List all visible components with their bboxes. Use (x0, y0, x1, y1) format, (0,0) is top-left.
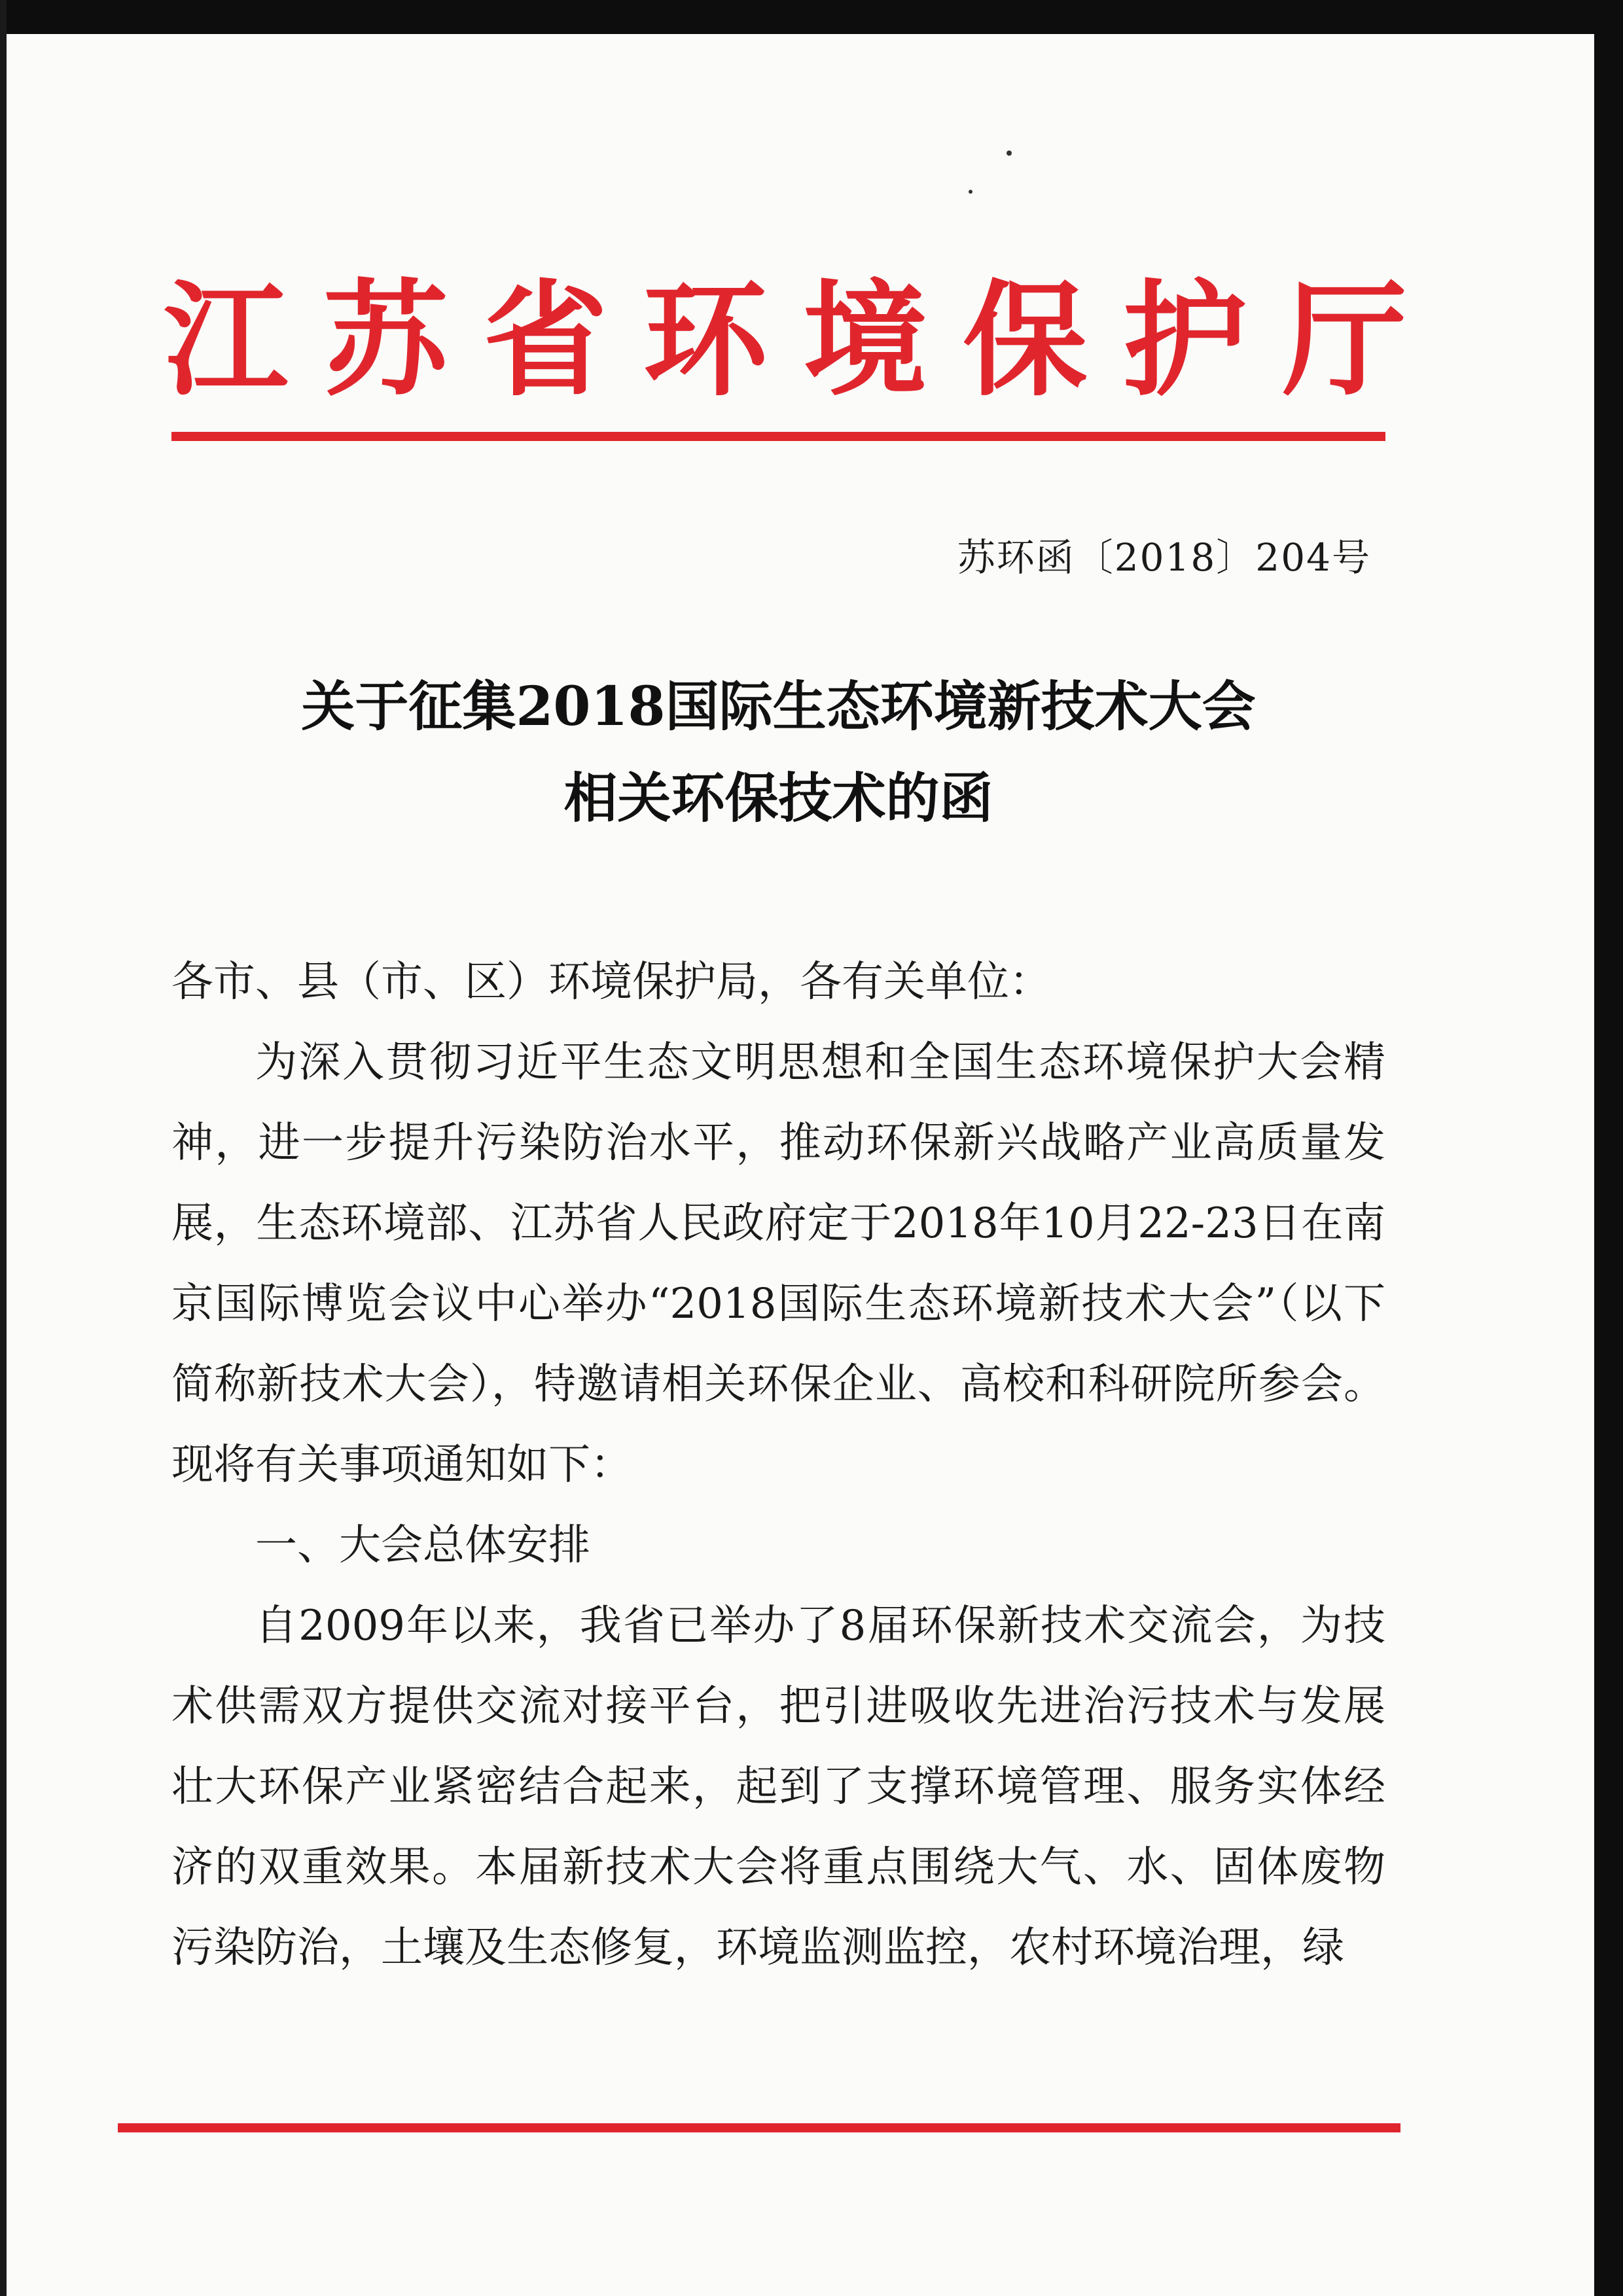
scan-border-left (0, 0, 7, 2296)
body-paragraph: 为深入贯彻习近平生态文明思想和全国生态环境保护大会精神，进一步提升污染防治水平，推动环保新兴战略产业高质量发展，生态环境部、江苏省人民政府定于2018年10月22-23日在南京国际博览会议中心举办“2018国际生态环境新技术大会”（以下简称新技术大会），特邀请相关环保企业、高校和科研院所参会。现将有关事项通知如下： (171, 1038, 1385, 1489)
letterhead-char: 省 (483, 267, 608, 413)
footer-red-rule (118, 2123, 1400, 2132)
letterhead-char: 厅 (1282, 267, 1407, 413)
document-number: 苏环函〔2018〕204号 (957, 535, 1371, 580)
document-body (171, 942, 1385, 1988)
document-title (171, 661, 1385, 844)
scan-speck (969, 190, 972, 194)
letterhead-char: 苏 (323, 267, 448, 413)
letterhead-char: 护 (1122, 267, 1247, 413)
body-paragraph: 自2009年以来，我省已举办了8届环保新技术交流会，为技术供需双方提供交流对接平台，把引进吸收先进治污技术与发展壮大环保产业紧密结合起来，起到了支撑环境管理、服务实体经济的双重效果。本届新技术大会将重点围绕大气、水、固体废物污染防治，土壤及生态修复，环境监测监控，农村环境治理，绿 (171, 1602, 1385, 1972)
letterhead-char: 保 (963, 267, 1088, 413)
scan-speck (1007, 150, 1012, 156)
letterhead-red-rule (171, 432, 1385, 441)
letterhead-char: 环 (643, 267, 768, 413)
scan-border-right (1594, 0, 1623, 2296)
section-heading: 一、大会总体安排 (255, 1521, 590, 1570)
letterhead-char: 境 (803, 267, 928, 413)
agency-letterhead (164, 262, 1407, 419)
scan-border-top (0, 0, 1623, 34)
letterhead-char: 江 (164, 267, 289, 413)
title-line-1: 关于征集2018国际生态环境新技术大会 (301, 675, 1256, 738)
title-line-2: 相关环保技术的函 (563, 767, 993, 830)
salutation: 各市、县（市、区）环境保护局，各有关单位： (171, 958, 1051, 1006)
